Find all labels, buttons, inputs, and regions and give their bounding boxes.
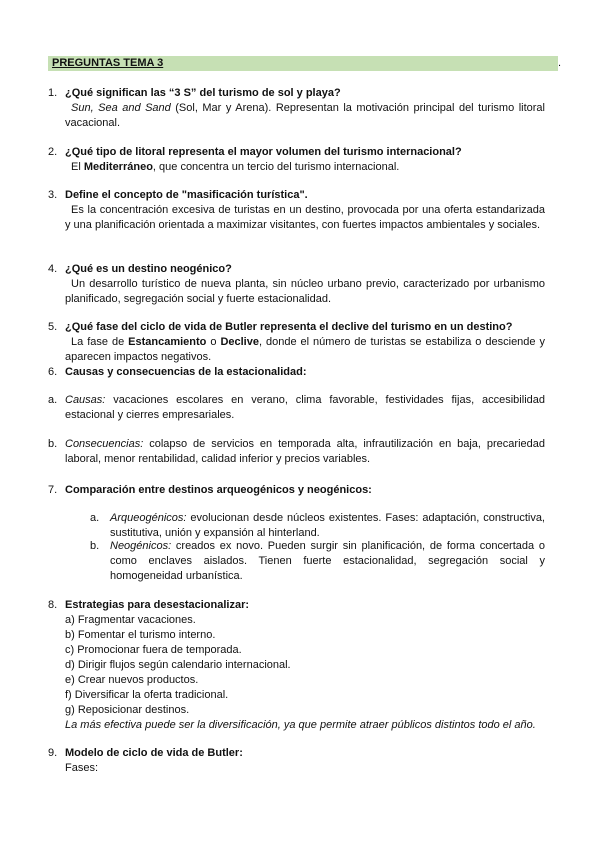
question-number: 5. xyxy=(48,321,58,333)
subitem-rest: vacaciones escolares en verano, clima favorable, festividades fijas, accesibilidad estacional y cierres empresariales. xyxy=(65,394,545,421)
subitem-rest: creados ex novo. Pueden surgir sin planificación, de forma concertada o como enclaves aislados. Tienen fuerte estacionalidad, segregación social y homogeneidad urbanística. xyxy=(110,540,545,582)
question-text: ¿Qué fase del ciclo de vida de Butler representa el declive del turismo en un destino? xyxy=(65,321,513,333)
answer-text xyxy=(65,101,545,131)
question-number: 7. xyxy=(48,484,58,496)
answer-emphasis: Sun, Sea and Sand xyxy=(71,102,171,114)
question-7 xyxy=(48,483,546,588)
answer-mid: o xyxy=(206,336,221,348)
answer-text: Fases: xyxy=(65,762,99,774)
strategy-conclusion: La más efectiva puede ser la diversificación, ya que permite atraer públicos distintos todo el año. xyxy=(65,719,536,731)
question-text: ¿Qué es un destino neogénico? xyxy=(65,263,232,275)
subitem-rest: evolucionan desde núcleos existentes. Fases: adaptación, constructiva, sustitutiva, unión y expansión al hinterland. xyxy=(110,512,545,539)
subitem-text xyxy=(65,393,545,423)
strategy-list xyxy=(65,613,545,733)
question-number: 9. xyxy=(48,747,58,759)
answer-rest: (Sol, Mar y Arena). Representan la motivación principal del turismo litoral vacacional. xyxy=(65,102,545,129)
answer-text: Es la concentración excesiva de turistas en un destino, provocada por una oferta estandarizada y una planificación orientada a maximizar visitantes, con fuertes impactos ambientales y sociales. xyxy=(65,204,545,231)
subitem-label: a. xyxy=(90,512,100,524)
subitem-label: a. xyxy=(48,394,58,406)
answer-bold-stagnation: Estancamiento xyxy=(128,336,207,348)
answer-rest: , que concentra un tercio del turismo internacional. xyxy=(152,161,400,173)
list-item: e) Crear nuevos productos. xyxy=(65,674,199,686)
list-item: b) Fomentar el turismo interno. xyxy=(65,629,216,641)
list-item: d) Dirigir flujos según calendario internacional. xyxy=(65,659,291,671)
answer-pre: El xyxy=(71,161,84,173)
subitem-label: b. xyxy=(48,438,58,450)
question-1 xyxy=(48,86,546,131)
page-title: PREGUNTAS TEMA 3 xyxy=(52,57,164,69)
answer-pre: La fase de xyxy=(71,336,129,348)
question-9 xyxy=(48,746,546,776)
subitem-rest: colapso de servicios en temporada alta, infrautilización en baja, precariedad laboral, menor rentabilidad, calidad inferior y precios variables. xyxy=(65,438,545,465)
question-8 xyxy=(48,598,546,733)
question-4 xyxy=(48,262,546,307)
question-5 xyxy=(48,320,546,365)
answer-text xyxy=(65,160,545,175)
question-text: Comparación entre destinos arqueogénicos y neogénicos: xyxy=(65,484,372,496)
subitem-emphasis: Arqueogénicos: xyxy=(110,512,187,524)
answer-rest: , donde el número de turistas se estabiliza o desciende y aparecen impactos negativos. xyxy=(65,336,545,363)
question-number: 8. xyxy=(48,599,58,611)
list-item: c) Promocionar fuera de temporada. xyxy=(65,644,242,656)
question-number: 3. xyxy=(48,189,58,201)
list-item: a) Fragmentar vacaciones. xyxy=(65,614,196,626)
subitem-label: b. xyxy=(90,540,100,552)
question-number: 6. xyxy=(48,366,58,378)
answer-text: Un desarrollo turístico de nueva planta, sin núcleo urbano previo, caracterizado por urbanismo planificado, segregación social y fuerte estacionalidad. xyxy=(65,278,545,305)
question-text: ¿Qué tipo de litoral representa el mayor volumen del turismo internacional? xyxy=(65,146,462,158)
question-text: Define el concepto de "masificación turística". xyxy=(65,189,308,201)
question-number: 1. xyxy=(48,87,58,99)
subitem-emphasis: Consecuencias: xyxy=(65,438,144,450)
list-item: g) Reposicionar destinos. xyxy=(65,704,190,716)
question-3 xyxy=(48,188,546,248)
list-item: f) Diversificar la oferta tradicional. xyxy=(65,689,229,701)
subitem-text xyxy=(110,511,545,541)
question-text: Estrategias para desestacionalizar: xyxy=(65,599,250,611)
title-bar xyxy=(48,56,561,71)
answer-text xyxy=(65,335,545,365)
subitem-text xyxy=(110,539,545,584)
question-6 xyxy=(48,365,546,470)
question-text: Causas y consecuencias de la estacionalidad: xyxy=(65,366,307,378)
question-number: 2. xyxy=(48,146,58,158)
question-2 xyxy=(48,145,546,175)
title-dot: . xyxy=(557,57,561,69)
question-text: ¿Qué significan las “3 S” del turismo de sol y playa? xyxy=(65,87,341,99)
subitem-emphasis: Neogénicos: xyxy=(110,540,172,552)
question-text: Modelo de ciclo de vida de Butler: xyxy=(65,747,243,759)
subitem-emphasis: Causas: xyxy=(65,394,106,406)
answer-bold: Mediterráneo xyxy=(83,161,153,173)
question-number: 4. xyxy=(48,263,58,275)
answer-bold-decline: Declive xyxy=(220,336,259,348)
subitem-text xyxy=(65,437,545,467)
